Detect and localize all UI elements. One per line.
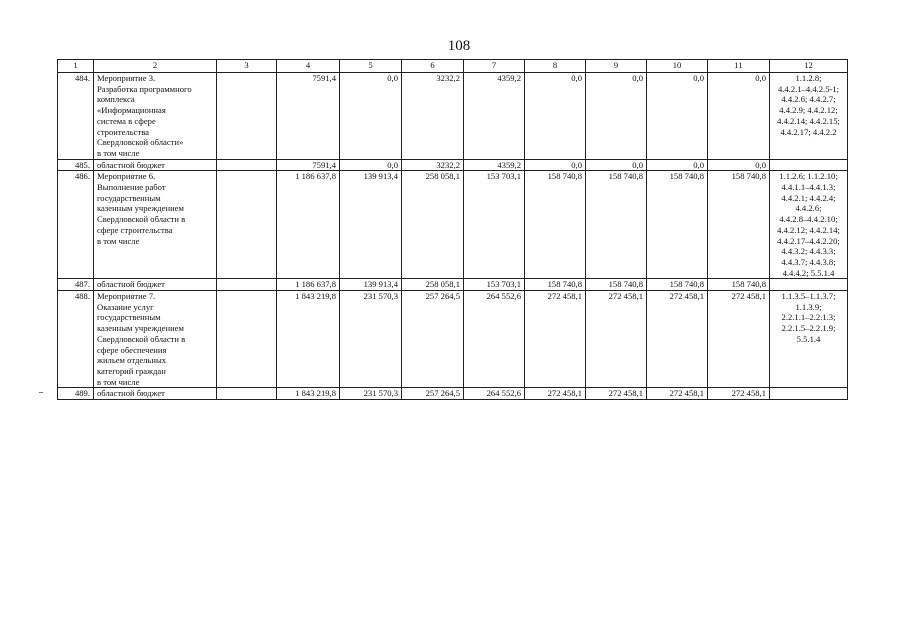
value-cell: 264 552,6: [464, 388, 525, 400]
value-cell: 139 913,4: [340, 279, 402, 291]
value-cell: 0,0: [708, 159, 770, 171]
value-cell: 0,0: [647, 159, 708, 171]
value-cell: 0,0: [525, 73, 586, 160]
value-cell: 257 264,5: [402, 388, 464, 400]
value-cell: 158 740,8: [586, 279, 647, 291]
header-cell: 7: [464, 60, 525, 73]
value-cell: 0,0: [340, 73, 402, 160]
value-cell: 3232,2: [402, 73, 464, 160]
row-number-cell: 487.: [58, 279, 94, 291]
value-cell: 258 058,1: [402, 171, 464, 279]
value-cell: 158 740,8: [525, 171, 586, 279]
row-name-cell: областной бюджет: [94, 159, 217, 171]
value-cell: 272 458,1: [647, 388, 708, 400]
value-cell: 4359,2: [464, 159, 525, 171]
table-row: [58, 388, 848, 400]
value-cell: 272 458,1: [525, 291, 586, 388]
value-cell: 231 570,3: [340, 291, 402, 388]
value-cell: 158 740,8: [647, 279, 708, 291]
targets-cell: [770, 279, 848, 291]
col3-cell: [217, 171, 277, 279]
value-cell: 0,0: [586, 73, 647, 160]
row-name-cell: Мероприятие 3. Разработка программного комплекса «Информационная система в сфере строительства Свердловской области» в том числе: [94, 73, 217, 160]
col3-cell: [217, 159, 277, 171]
value-cell: 158 740,8: [525, 279, 586, 291]
value-cell: 272 458,1: [586, 388, 647, 400]
page-number: 108: [447, 38, 471, 54]
value-cell: 0,0: [586, 159, 647, 171]
value-cell: 257 264,5: [402, 291, 464, 388]
header-cell: 8: [525, 60, 586, 73]
col3-cell: [217, 291, 277, 388]
value-cell: 1 186 637,8: [277, 279, 340, 291]
value-cell: 272 458,1: [708, 291, 770, 388]
value-cell: 0,0: [525, 159, 586, 171]
row-number-cell: 485.: [58, 159, 94, 171]
budget-table: [57, 59, 848, 400]
targets-cell: 1.1.2.6; 1.1.2.10; 4.4.1.1–4.4.1.3; 4.4.2.1; 4.4.2.4; 4.4.2.6; 4.4.2.8–4.4.2.10; 4.4.2.12; 4.4.2.14; 4.4.2.17–4.4.2.20; 4.4.3.2; 4.4.3.3; 4.4.3.7; 4.4.3.8; 4.4.4.2; 5.5.1.4: [770, 171, 848, 279]
table-row: [58, 159, 848, 171]
targets-cell: [770, 159, 848, 171]
row-number-cell: 488.: [58, 291, 94, 388]
value-cell: 1 186 637,8: [277, 171, 340, 279]
value-cell: 0,0: [340, 159, 402, 171]
value-cell: 272 458,1: [525, 388, 586, 400]
header-cell: 5: [340, 60, 402, 73]
targets-cell: 1.1.3.5–1.1.3.7; 1.1.3.9; 2.2.1.1–2.2.1.3; 2.2.1.5–2.2.1.9; 5.5.1.4: [770, 291, 848, 388]
header-row: [58, 60, 848, 73]
header-cell: 11: [708, 60, 770, 73]
row-name-cell: областной бюджет: [94, 388, 217, 400]
header-cell: 3: [217, 60, 277, 73]
row-number-cell: 489.: [58, 388, 94, 400]
value-cell: 4359,2: [464, 73, 525, 160]
value-cell: 139 913,4: [340, 171, 402, 279]
col3-cell: [217, 73, 277, 160]
row-name-cell: Мероприятие 7. Оказание услуг государственным казенным учреждением Свердловской области в сфере обеспечения жильем отдельных категорий граждан в том числе: [94, 291, 217, 388]
value-cell: 0,0: [708, 73, 770, 160]
table-row: [58, 73, 848, 160]
value-cell: 1 843 219,8: [277, 388, 340, 400]
header-cell: 9: [586, 60, 647, 73]
header-cell: 12: [770, 60, 848, 73]
col3-cell: [217, 388, 277, 400]
table-row: [58, 279, 848, 291]
value-cell: 272 458,1: [647, 291, 708, 388]
header-cell: 4: [277, 60, 340, 73]
value-cell: 158 740,8: [708, 171, 770, 279]
table-row: [58, 291, 848, 388]
value-cell: 1 843 219,8: [277, 291, 340, 388]
value-cell: 231 570,3: [340, 388, 402, 400]
value-cell: 7591,4: [277, 73, 340, 160]
value-cell: 258 058,1: [402, 279, 464, 291]
scan-mark: [39, 392, 43, 393]
header-cell: 2: [94, 60, 217, 73]
targets-cell: 1.1.2.8; 4.4.2.1–4.4.2.5-1; 4.4.2.6; 4.4.2.7; 4.4.2.9; 4.4.2.12; 4.4.2.14; 4.4.2.15; 4.4.2.17; 4.4.2.2: [770, 73, 848, 160]
row-name-cell: Мероприятие 6. Выполнение работ государственным казенным учреждением Свердловской области в сфере строительства в том числе: [94, 171, 217, 279]
header-cell: 10: [647, 60, 708, 73]
value-cell: 153 703,1: [464, 171, 525, 279]
value-cell: 158 740,8: [647, 171, 708, 279]
targets-cell: [770, 388, 848, 400]
value-cell: 272 458,1: [708, 388, 770, 400]
value-cell: 153 703,1: [464, 279, 525, 291]
col3-cell: [217, 279, 277, 291]
row-number-cell: 486.: [58, 171, 94, 279]
row-name-cell: областной бюджет: [94, 279, 217, 291]
value-cell: 264 552,6: [464, 291, 525, 388]
row-number-cell: 484.: [58, 73, 94, 160]
value-cell: 158 740,8: [586, 171, 647, 279]
value-cell: 0,0: [647, 73, 708, 160]
value-cell: 272 458,1: [586, 291, 647, 388]
value-cell: 7591,4: [277, 159, 340, 171]
header-cell: 1: [58, 60, 94, 73]
table-row: [58, 171, 848, 279]
value-cell: 158 740,8: [708, 279, 770, 291]
value-cell: 3232,2: [402, 159, 464, 171]
header-cell: 6: [402, 60, 464, 73]
